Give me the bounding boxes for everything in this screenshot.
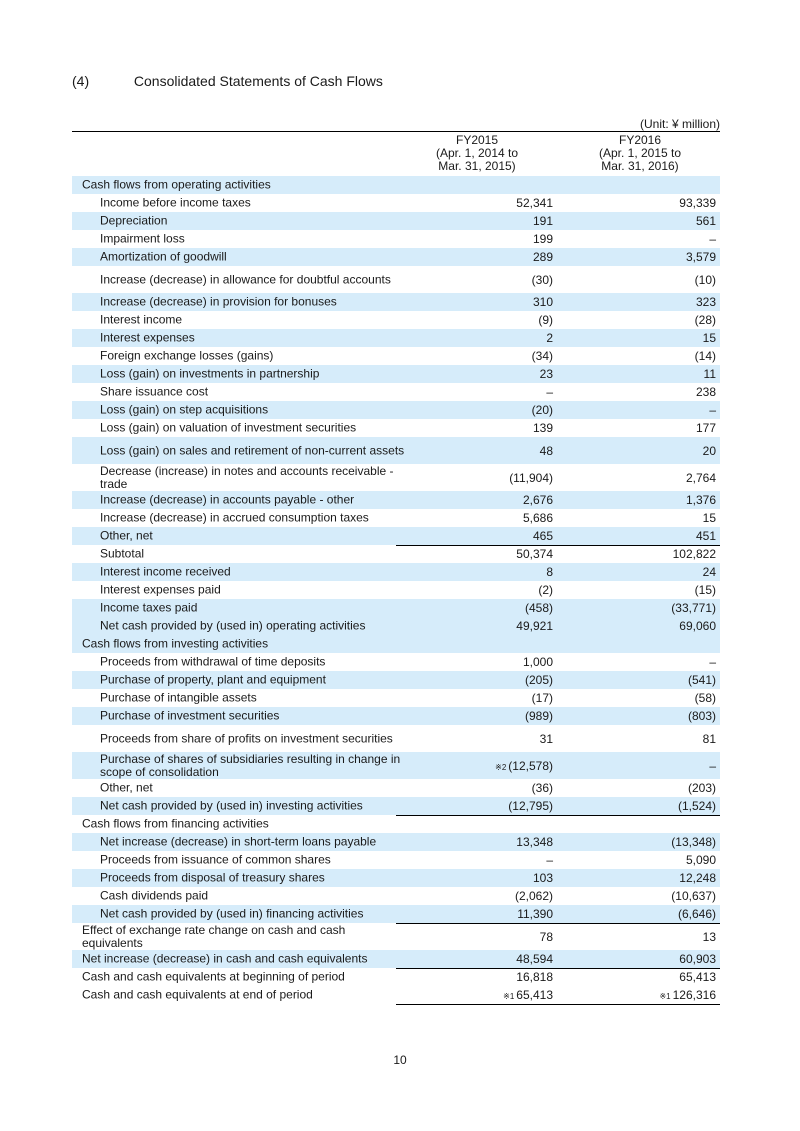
fy2015-value [395,444,553,458]
fy2015-value [395,759,553,773]
fy2016-value [558,313,716,327]
amount: 15 [702,511,716,525]
row-label: Other, net [100,528,153,543]
row-label: Cash flows from operating activities [82,177,271,192]
row-label: Depreciation [100,213,168,228]
section-number: (4) [72,73,90,89]
fy2015-value [395,214,553,228]
table-top-rule [72,131,720,132]
amount: 13,348 [516,835,553,849]
row-label: Purchase of shares of subsidiaries resulting in change in scope of consolidation [100,751,401,779]
fy2015-value [395,930,553,944]
amount: (17) [531,691,553,705]
fy2015-value [395,196,553,210]
fy2016-value [558,619,716,633]
fy2016-value [558,691,716,705]
fy2016-value [558,835,716,849]
amount: 2,764 [685,470,716,485]
amount: (12,795) [508,799,553,813]
unit-label: (Unit: ¥ million) [639,117,720,131]
amount: 561 [695,214,716,228]
fy2016-value [558,970,716,984]
fy2016-value [558,799,716,813]
table-row [72,464,720,491]
amount: (36) [531,781,553,795]
footnote-marker: ※1 [659,992,671,1001]
fy2015-value [395,565,553,579]
row-label: Proceeds from withdrawal of time deposits [100,654,326,669]
fy2016-value [558,853,716,867]
fy2016-value [558,493,716,507]
amount: – [709,403,716,417]
fy2016-value [558,781,716,795]
row-label: Net cash provided by (used in) operating activities [100,618,366,633]
row-label: Purchase of property, plant and equipment [100,672,326,687]
row-label: Net increase (decrease) in short-term loans payable [100,834,377,849]
table-row [72,986,720,1004]
amount: (989) [524,709,553,723]
row-label: Net increase (decrease) in cash and cash equivalents [82,951,368,966]
amount: 48 [539,443,553,458]
fy2016-value [558,907,716,921]
fy2016-value [558,732,716,746]
table-row [72,419,720,437]
table-row [72,797,720,815]
row-label: Proceeds from share of profits on investment securities [100,731,393,745]
amount: 50,374 [516,547,553,561]
table-row [72,527,720,545]
table-row [72,293,720,311]
amount: – [709,655,716,669]
fy2015-value [395,250,553,264]
amount: 78 [539,929,553,944]
row-label: Cash and cash equivalents at end of period [82,987,313,1002]
table-row [72,851,720,869]
amount: (28) [694,313,716,327]
table-row [72,725,720,752]
row-label: Cash flows from investing activities [82,636,269,651]
row-label: Purchase of intangible assets [100,690,257,705]
row-label: Share issuance cost [100,384,209,399]
amount: 3,579 [685,250,716,264]
amount: (458) [524,601,553,615]
table-row [72,329,720,347]
fy2016-value [558,565,716,579]
row-label: Increase (decrease) in accounts payable - other [100,492,355,507]
row-label: Other, net [100,780,153,795]
fy2016-value [558,295,716,309]
row-label: Increase (decrease) in allowance for doubtful accounts [100,272,391,286]
amount: 93,339 [679,196,716,210]
row-label: Decrease (increase) in notes and accounts receivable - trade [100,463,394,491]
amount: 465 [532,529,553,543]
column-year: FY2015 [455,133,499,147]
fy2016-value [558,930,716,944]
fy2016-value [558,547,716,561]
fy2015-value [395,511,553,525]
amount: 5,090 [685,853,716,867]
amount: (2) [538,583,553,597]
fy2016-value [558,444,716,458]
amount: 16,818 [516,970,553,984]
row-label: Subtotal [100,546,145,561]
amount: 1,000 [522,655,553,669]
column-period-start: (Apr. 1, 2015 to [598,146,682,160]
fy2015-value [395,853,553,867]
fy2016-value [558,601,716,615]
amount: 12,248 [679,871,716,885]
fy2016-value [558,583,716,597]
amount: 49,921 [516,619,553,633]
table-row [72,545,720,563]
amount: 177 [695,421,716,435]
row-label: Loss (gain) on valuation of investment securities [100,420,357,435]
amount: 60,903 [679,952,716,966]
amount: (10) [694,272,716,287]
amount: 191 [532,214,553,228]
fy2016-value [558,655,716,669]
row-label: Effect of exchange rate change on cash and cash equivalents [82,922,346,950]
table-row [72,635,720,653]
fy2016-value [558,196,716,210]
fy2015-value [395,799,553,813]
table-row [72,752,720,779]
page-number: 10 [393,1053,407,1067]
table-row [72,230,720,248]
fy2016-value [558,214,716,228]
table-row [72,311,720,329]
amount: 1,376 [685,493,716,507]
row-label: Purchase of investment securities [100,708,280,723]
row-label: Loss (gain) on step acquisitions [100,402,269,417]
table-row [72,437,720,464]
table-row [72,383,720,401]
table-row [72,563,720,581]
row-label: Foreign exchange losses (gains) [100,348,274,363]
row-label: Cash dividends paid [100,888,209,903]
value-cell-border [396,635,720,654]
fy2015-value [395,385,553,399]
fy2015-value [395,421,553,435]
amount: 52,341 [516,196,553,210]
amount: 139 [532,421,553,435]
row-label: Income before income taxes [100,195,251,210]
amount: (14) [694,349,716,363]
statement-heading [72,73,383,89]
table-row [72,950,720,968]
amount: – [709,232,716,246]
row-label: Loss (gain) on investments in partnership [100,366,320,381]
amount: (205) [524,673,553,687]
column-header-fy2015 [397,134,557,173]
amount: 13 [702,929,716,944]
fy2015-value [395,871,553,885]
table-row [72,923,720,950]
table-row [72,509,720,527]
amount: 24 [702,565,716,579]
fy2016-value [558,988,716,1002]
fy2015-value [395,295,553,309]
table-row [72,617,720,635]
fy2015-value [395,273,553,287]
statement-title: Consolidated Statements of Cash Flows [133,73,383,89]
table-row [72,365,720,383]
fy2015-value [395,988,553,1002]
fy2016-value [558,709,716,723]
fy2016-value [558,331,716,345]
amount: 48,594 [516,952,553,966]
amount: – [709,758,716,773]
amount: 103 [532,871,553,885]
fy2015-value [395,970,553,984]
table-row [72,248,720,266]
amount: (9) [538,313,553,327]
table-row [72,194,720,212]
amount: (541) [687,673,716,687]
amount: 31 [539,731,553,746]
amount: 451 [695,529,716,543]
amount: (12,578) [508,758,553,773]
amount: 2 [546,331,553,345]
row-label: Income taxes paid [100,600,198,615]
amount: 2,676 [522,493,553,507]
column-period-start: (Apr. 1, 2014 to [435,146,519,160]
amount: (2,062) [514,889,553,903]
fy2015-value [395,313,553,327]
row-label: Proceeds from issuance of common shares [100,852,331,867]
row-label: Increase (decrease) in provision for bonuses [100,294,337,309]
amount: (58) [694,691,716,705]
fy2015-value [395,349,553,363]
row-label: Amortization of goodwill [100,249,227,264]
fy2015-value [395,367,553,381]
amount: (20) [531,403,553,417]
row-label: Increase (decrease) in accrued consumption taxes [100,510,369,525]
amount: 323 [695,295,716,309]
fy2015-value [395,601,553,615]
fy2015-value [395,907,553,921]
fy2015-value [395,952,553,966]
fy2015-value [395,732,553,746]
table-row [72,779,720,797]
fy2016-value [558,952,716,966]
fy2016-value [558,871,716,885]
table-row [72,599,720,617]
amount: 8 [546,565,553,579]
amount: (1,524) [677,799,716,813]
fy2016-value [558,232,716,246]
amount: (803) [687,709,716,723]
table-row [72,905,720,923]
fy2015-value [395,655,553,669]
table-row [72,176,720,194]
fy2015-value [395,835,553,849]
fy2016-value [558,421,716,435]
fy2016-value [558,529,716,543]
amount: 20 [702,443,716,458]
value-cell-border [396,176,720,195]
table-row [72,581,720,599]
amount: (11,904) [509,470,553,485]
amount: (13,348) [671,835,716,849]
fy2015-value [395,493,553,507]
fy2015-value [395,619,553,633]
value-cell-border [396,815,720,834]
column-header-fy2016 [560,134,720,173]
amount: 65,413 [516,988,553,1002]
amount: (203) [687,781,716,795]
footnote-marker: ※1 [503,992,515,1001]
table-row [72,671,720,689]
table-row [72,887,720,905]
fy2015-value [395,403,553,417]
table-row [72,212,720,230]
row-label: Net cash provided by (used in) investing activities [100,798,363,813]
footnote-marker: ※2 [495,762,507,772]
table-row [72,869,720,887]
fy2015-value [395,232,553,246]
amount: 23 [539,367,553,381]
cash-flow-table [72,176,720,1004]
fy2015-value [395,709,553,723]
fy2015-value [395,781,553,795]
fy2016-value [558,385,716,399]
amount: 126,316 [672,988,716,1002]
row-label: Proceeds from disposal of treasury shares [100,870,325,885]
table-row [72,815,720,833]
row-label: Impairment loss [100,231,185,246]
table-row [72,401,720,419]
amount: 81 [702,731,716,746]
fy2016-value [558,367,716,381]
row-label: Net cash provided by (used in) financing activities [100,906,364,921]
fy2016-value [558,511,716,525]
amount: – [546,853,553,867]
fy2015-value [395,583,553,597]
row-label: Cash flows from financing activities [82,816,269,831]
amount: (10,637) [671,889,716,903]
table-row [72,266,720,293]
amount: 310 [532,295,553,309]
table-row [72,833,720,851]
row-label: Loss (gain) on sales and retirement of non-current assets [100,443,405,457]
amount: 102,822 [672,547,716,561]
amount: 11 [703,367,716,381]
fy2016-value [558,403,716,417]
fy2015-value [395,889,553,903]
table-row [72,707,720,725]
fy2016-value [558,250,716,264]
row-label: Cash and cash equivalents at beginning of period [82,969,345,984]
amount: 238 [695,385,716,399]
amount: (6,646) [677,907,716,921]
row-label: Interest income [100,312,183,327]
table-row [72,689,720,707]
row-label: Interest expenses [100,330,195,345]
fy2015-value [395,471,553,485]
table-row [72,491,720,509]
fy2015-value [395,529,553,543]
amount: (15) [694,583,716,597]
table-row [72,653,720,671]
fy2016-value [558,471,716,485]
row-label: Interest expenses paid [100,582,221,597]
fy2016-value [558,673,716,687]
amount: 69,060 [679,619,716,633]
table-row [72,968,720,986]
amount: (33,771) [671,601,716,615]
column-period-end: Mar. 31, 2016) [601,159,679,173]
column-year: FY2016 [618,133,662,147]
amount: 199 [532,232,553,246]
amount: 5,686 [522,511,553,525]
fy2015-value [395,547,553,561]
amount: – [546,385,553,399]
amount: (34) [531,349,553,363]
fy2015-value [395,673,553,687]
amount: 289 [532,250,553,264]
fy2016-value [558,759,716,773]
column-period-end: Mar. 31, 2015) [438,159,516,173]
fy2015-value [395,331,553,345]
fy2016-value [558,349,716,363]
amount: 65,413 [679,970,716,984]
amount: (30) [531,272,553,287]
row-label: Interest income received [100,564,231,579]
fy2016-value [558,889,716,903]
fy2015-value [395,691,553,705]
amount: 11,390 [517,907,553,921]
table-row [72,347,720,365]
amount: 15 [702,331,716,345]
fy2016-value [558,273,716,287]
